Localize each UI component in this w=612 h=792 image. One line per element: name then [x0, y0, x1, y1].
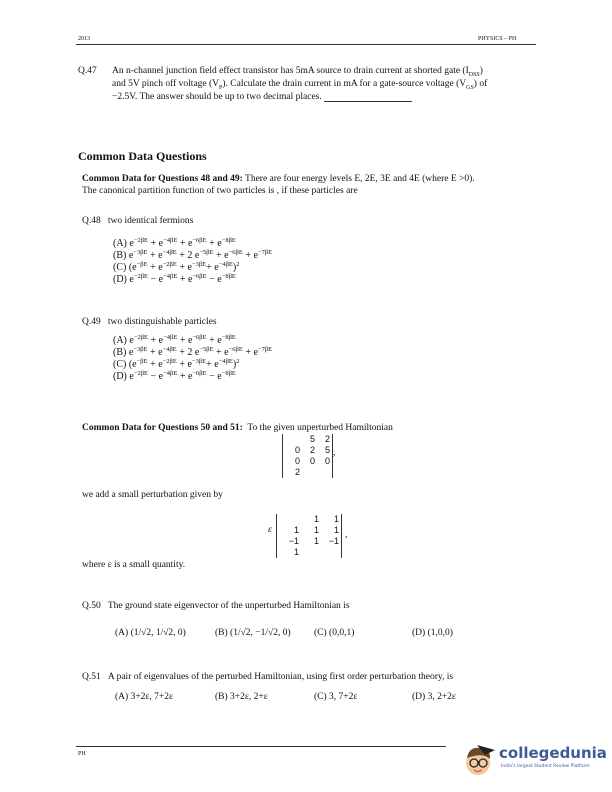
perturbation-matrix: 1 1 1 1 1 −1 1 −1 1 — [276, 514, 342, 558]
matrix-comma: , — [333, 448, 336, 458]
common-data-50-51: Common Data for Questions 50 and 51: To the given unperturbed Hamiltonian — [82, 423, 393, 433]
q50-option-a[interactable]: (A) (1/√2, 1/√2, 0) — [115, 628, 186, 638]
epsilon-symbol: ε — [268, 525, 272, 535]
q47-line2: and 5V pinch off voltage $(V_P)$. Calculate the drain current in mA for a gate-source voltage $(V_{GS})$ of — [112, 79, 488, 91]
q48-option-d[interactable]: (D) $e^{-2\beta E} - e^{-4\beta E} + e^{-6\beta E} - e^{-8\beta E}$ — [113, 273, 236, 285]
mascot-icon — [463, 742, 497, 778]
q48-option-c[interactable]: (C) $(e^{-\beta E} + e^{-2\beta E} + e^{-3\beta E}+ e^{-4\beta E})^2$ — [113, 261, 240, 273]
q50-option-c[interactable]: (C) (0,0,1) — [314, 628, 355, 638]
q49-option-d[interactable]: (D) $e^{-2\beta E} - e^{-4\beta E} + e^{-6\beta E} - e^{-8\beta E}$ — [113, 370, 236, 382]
matrix-comma-2: , — [345, 530, 348, 540]
header-rule — [76, 44, 536, 45]
footer-rule — [76, 746, 446, 747]
q50-option-b[interactable]: (B) (1/√2, −1/√2, 0) — [215, 628, 291, 638]
header-year: 2013 — [78, 36, 90, 42]
common-data-48-49: Common Data for Questions 48 and 49: There are four energy levels E, 2E, 3E and 4E (where E >0). — [82, 174, 475, 184]
common-data-48-49-line2: The canonical partition function of two particles is , if these particles are — [82, 186, 358, 196]
collegedunia-logo — [463, 740, 607, 780]
q50: Q.50 The ground state eigenvector of the unperturbed Hamiltonian is — [82, 601, 350, 611]
header-subject: PHYSICS – PH — [478, 36, 517, 42]
q49-option-a[interactable]: (A) $e^{-2\beta E} + e^{-4\beta E} + e^{-6\beta E} + e^{-8\beta E}$ — [113, 334, 236, 346]
logo-name: collegedunia — [499, 744, 607, 762]
q51-option-c[interactable]: (C) 3, 7+2ε — [314, 692, 358, 702]
q51: Q.51 A pair of eigenvalues of the perturbed Hamiltonian, using first order perturbation theory, is — [82, 672, 454, 682]
logo-tagline: India's largest Student Review Platform — [501, 764, 590, 769]
q49-option-c[interactable]: (C) $(e^{-\beta E} + e^{-2\beta E} + e^{-3\beta E}+ e^{-4\beta E})^2$ — [113, 358, 240, 370]
q48: Q.48 two identical fermions — [82, 216, 194, 226]
q51-option-a[interactable]: (A) 3+2ε, 7+2ε — [115, 692, 174, 702]
q49: Q.49 two distinguishable particles — [82, 317, 217, 327]
q51-option-b[interactable]: (B) 3+2ε, 2+ε — [215, 692, 268, 702]
q48-option-a[interactable]: (A) $e^{-2\beta E} + e^{-4\beta E} + e^{-6\beta E} + e^{-8\beta E}$ — [113, 237, 236, 249]
q50-option-d[interactable]: (D) (1,0,0) — [412, 628, 453, 638]
where-text: where ε is a small quantity. — [82, 560, 186, 570]
q47-number: Q.47 — [78, 66, 97, 76]
q47-line3: −2.5V. The answer should be up to two decimal places. — [112, 92, 412, 102]
section-title: Common Data Questions — [78, 149, 207, 163]
perturbation-text: we add a small perturbation given by — [82, 490, 223, 500]
q49-option-b[interactable]: (B) $e^{-3\beta E} + e^{-4\beta E} + 2$ $e^{-5\beta E} + e^{-6\beta E} + e^{-7\beta E}$ — [113, 346, 273, 358]
q48-option-b[interactable]: (B) $e^{-3\beta E} + e^{-4\beta E} + 2$ $e^{-5\beta E} + e^{-6\beta E} + e^{-7\beta E}$ — [113, 249, 273, 261]
unperturbed-hamiltonian-matrix: 5 2 0 2 5 0 0 0 2 — [282, 434, 333, 478]
q51-option-d[interactable]: (D) 3, 2+2ε — [412, 692, 456, 702]
footer-code: PH — [78, 751, 86, 757]
q47-line1: An n-channel junction field effect transistor has 5mA source to drain current at shorted gate $(I_{DSS})$ — [112, 66, 483, 78]
answer-blank — [324, 93, 412, 102]
